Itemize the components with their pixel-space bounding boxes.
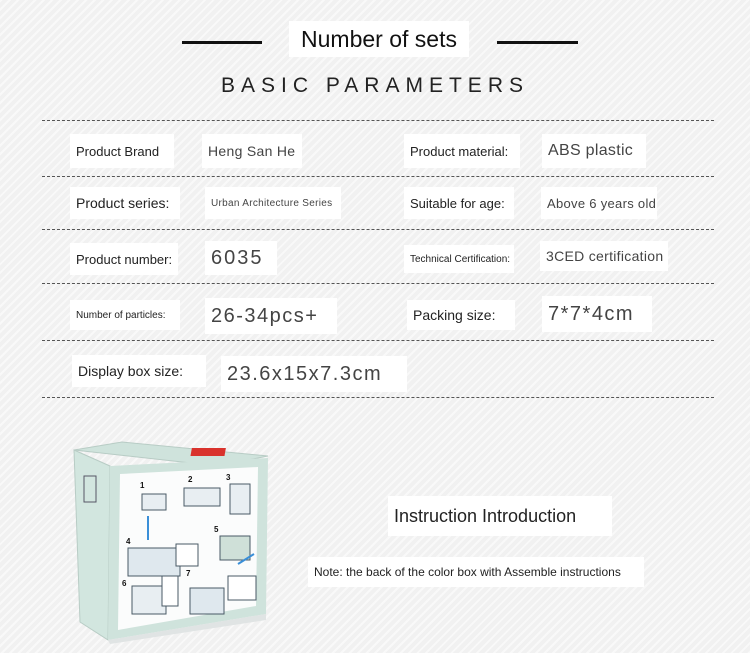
brand-label: Product Brand [70,134,174,168]
row-divider [42,283,714,284]
row-divider [42,176,714,177]
section-title: Number of sets [289,21,469,57]
title-rule-left [182,41,262,44]
particles-label: Number of particles: [70,300,180,330]
number-label: Product number: [70,243,178,275]
instruction-note: Note: the back of the color box with Assemble instructions [308,557,644,587]
svg-text:2: 2 [188,475,193,484]
age-value: Above 6 years old [541,187,657,219]
svg-text:6: 6 [122,579,127,588]
display-box-value: 23.6x15x7.3cm [221,356,407,392]
instruction-heading: Instruction Introduction [388,496,612,536]
display-box-label: Display box size: [72,355,206,387]
number-value: 6035 [205,241,277,275]
age-label: Suitable for age: [404,187,514,219]
svg-text:1: 1 [140,481,145,490]
row-divider [42,229,714,230]
svg-text:5: 5 [214,525,219,534]
series-value: Urban Architecture Series [205,187,341,219]
particles-value: 26-34pcs+ [205,298,337,334]
row-divider [42,340,714,341]
section-subtitle: BASIC PARAMETERS [221,74,529,97]
brand-value: Heng San He [202,134,302,168]
packing-label: Packing size: [407,300,515,330]
certification-label: Technical Certification: [404,245,514,273]
svg-text:4: 4 [126,537,131,546]
row-divider [42,120,714,121]
material-label: Product material: [404,134,520,168]
material-value: ABS plastic [542,134,646,168]
instruction-box-image [68,436,274,644]
row-divider [42,397,714,398]
title-rule-right [497,41,578,44]
svg-text:7: 7 [186,569,191,578]
svg-text:3: 3 [226,473,231,482]
certification-value: 3CED certification [540,241,668,271]
series-label: Product series: [70,187,180,219]
packing-value: 7*7*4cm [542,296,652,332]
